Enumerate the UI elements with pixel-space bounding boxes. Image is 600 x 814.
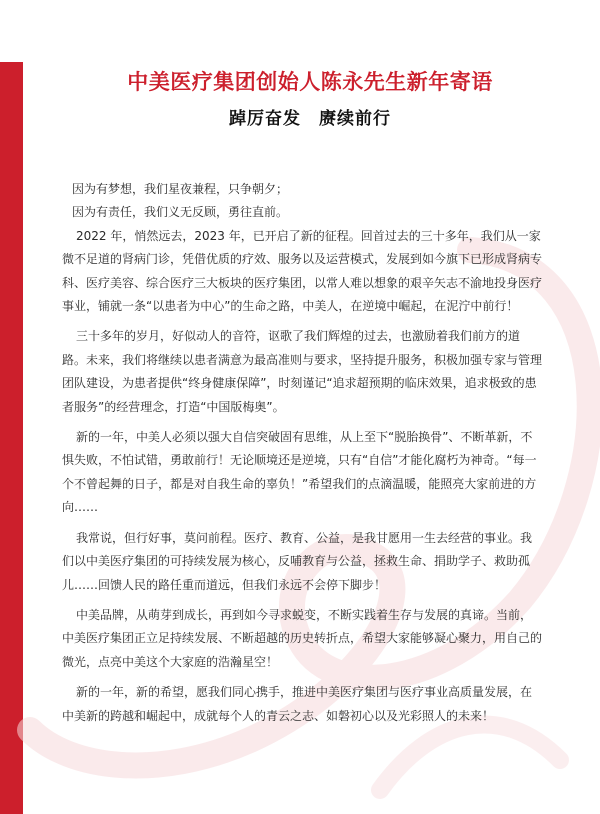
- paragraph: 因为有责任，我们义无反顾，勇往直前。: [72, 205, 289, 220]
- page-title: 中美医疗集团创始人陈永先生新年寄语: [127, 70, 493, 94]
- paragraph: 中美品牌，从萌芽到成长，再到如今寻求蜕变，不断实践着生存与发展的真谛。当前，中美医疗集团正立足持续发展、不断超越的历史转折点，希望大家能够凝心聚力，用自己的微光，点亮中美这个大家庭的浩瀚星空！: [62, 607, 543, 669]
- left-accent-bar: [0, 62, 23, 814]
- paragraph: 新的一年，中美人必须以强大自信突破固有思维，从上至下“脱胎换骨”、不断革新，不惧失败，不怕试错，勇敢前行！无论顺境还是逆境，只有“自信”才能化腐朽为神奇。“每一个不曾起舞的日子，都是对自我生命的辜负！”希望我们的点滴温暖，能照亮大家前进的方向……: [62, 430, 537, 515]
- paragraph: 2022 年，悄然远去，2023 年，已开启了新的征程。回首过去的三十多年，我们从一家微不足道的肾病门诊，凭借优质的疗效、服务以及运营模式，发展到如今旗下已形成肾病专科、医疗美容、综合医疗三大板块的医疗集团，以常人难以想象的艰辛矢志不渝地投身医疗事业，铺就一条“以患者为中心”的生命之路，中美人，在逆境中崛起，在泥泞中前行！: [62, 228, 543, 314]
- page-subtitle: 踔厉奋发 赓续前行: [229, 109, 391, 129]
- letter-body: [62, 178, 542, 728]
- paragraph: 三十多年的岁月，好似动人的音符，讴歌了我们辉煌的过去，也激励着我们前方的道路。未来，我们将继续以患者满意为最高准则与要求，坚持提升服务，积极加强专家与管理团队建设，为患者提供“终身健康保障”，时刻谨记“追求超预期的临床效果，追求极致的患者服务”的经营理念，打造“中国版梅奥”。: [62, 329, 543, 414]
- paragraph: 因为有梦想，我们星夜兼程，只争朝夕；: [72, 182, 289, 196]
- paragraph: 新的一年，新的希望，愿我们同心携手，推进中美医疗集团与医疗事业高质量发展，在中美新的跨越和崛起中，成就每个人的青云之志、如磐初心以及光彩照人的未来！: [62, 685, 533, 723]
- paragraph: 我常说，但行好事，莫问前程。医疗、教育、公益，是我甘愿用一生去经营的事业。我们以中美医疗集团的可持续发展为核心，反哺教育与公益，拯救生命、捐助学子、救助孤儿……回馈人民的路任重而道远，但我们永远不会停下脚步！: [62, 530, 533, 592]
